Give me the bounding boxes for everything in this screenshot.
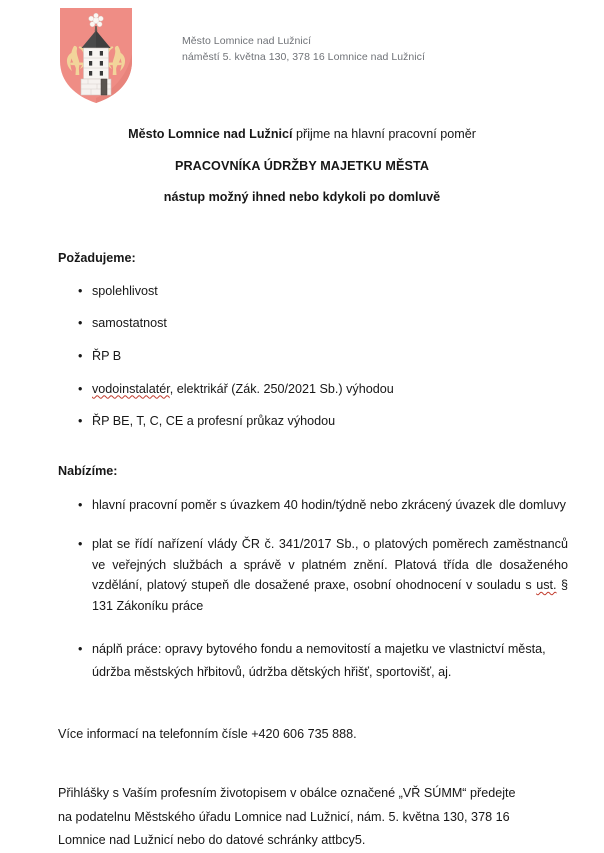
contact-info-line: Více informací na telefonním čísle +420 606 735 888.	[58, 726, 357, 741]
organisation-address: náměstí 5. května 130, 378 16 Lomnice nad Lužnicí	[182, 51, 425, 64]
start-date-note: nástup možný ihned nebo kdykoli po domluvě	[163, 190, 441, 205]
intro-line-1	[0, 128, 604, 141]
list-item-text: hlavní pracovní poměr s úvazkem 40 hodin/týdně nebo zkrácený úvazek dle domluvy	[92, 497, 566, 512]
bullet-icon: •	[78, 316, 83, 331]
application-line-2: na podatelnu Městského úřadu Lomnice nad Lužnicí, nám. 5. května 130, 378 16	[58, 809, 510, 824]
list-item	[0, 383, 604, 396]
application-line-3: Lomnice nad Lužnicí nebo do datové schránky attbcy5.	[58, 833, 366, 848]
list-item	[0, 415, 604, 428]
spellcheck-error-text: vodoinstalatér	[92, 381, 170, 396]
list-item-text: samostatnost	[92, 316, 167, 331]
list-item-text-after: § 131 Zákoníku práce	[92, 578, 568, 613]
list-item-text: , elektrikář (Zák. 250/2021 Sb.) výhodou	[169, 381, 394, 396]
list-item-text: plat se řídí nařízení vlády ČR č. 341/2017 Sb., o platových poměrech zaměstnanců ve veřejných službách a správě v platném znění. Platová třída dle dosaženého vzdělání, platový stupeň dle dosažené praxe, osobní ohodnocení v souladu s	[92, 537, 568, 593]
spellcheck-error-text: ust.	[536, 578, 557, 593]
intro-line-1-rest: přijme na hlavní pracovní poměr	[292, 127, 476, 141]
bullet-icon: •	[78, 381, 83, 396]
requirements-heading: Požadujeme:	[58, 250, 136, 265]
bullet-icon: •	[78, 497, 83, 512]
organisation-address-block	[182, 33, 425, 66]
list-item	[0, 493, 604, 518]
bullet-icon: •	[78, 537, 83, 552]
list-item	[0, 317, 604, 330]
list-item-text: ŘP BE, T, C, CE a profesní průkaz výhodou	[92, 414, 336, 429]
application-instructions	[0, 782, 604, 852]
list-item	[0, 350, 604, 363]
job-title: PRACOVNÍKA ÚDRŽBY MAJETKU MĚSTA	[174, 158, 430, 173]
coat-of-arms-icon	[57, 6, 135, 105]
list-item-text: spolehlivost	[92, 283, 158, 298]
application-line-1: Přihlášky s Vaším profesním životopisem v obálce označené „VŘ SÚMM“ předejte	[58, 786, 516, 801]
list-item	[0, 285, 604, 298]
bullet-icon: •	[78, 641, 83, 656]
offer-list	[0, 493, 604, 684]
organisation-name: Město Lomnice nad Lužnicí	[182, 35, 312, 47]
bullet-icon: •	[78, 414, 83, 429]
list-item-text: náplň práce: opravy bytového fondu a nemovitostí a majetku ve vlastnictví města, údržba městských hřbitovů, údržba dětských hřišť, sportovišť, aj.	[92, 641, 546, 679]
offer-heading: Nabízíme:	[58, 463, 118, 478]
letterhead	[0, 0, 604, 118]
list-item-text: ŘP B	[92, 348, 122, 363]
document-body	[0, 118, 604, 853]
bullet-icon: •	[78, 348, 83, 363]
list-item	[0, 534, 604, 616]
bullet-icon: •	[78, 283, 83, 298]
requirements-list	[0, 285, 604, 428]
list-item	[0, 638, 604, 684]
intro-employer-name: Město Lomnice nad Lužnicí	[128, 127, 293, 141]
